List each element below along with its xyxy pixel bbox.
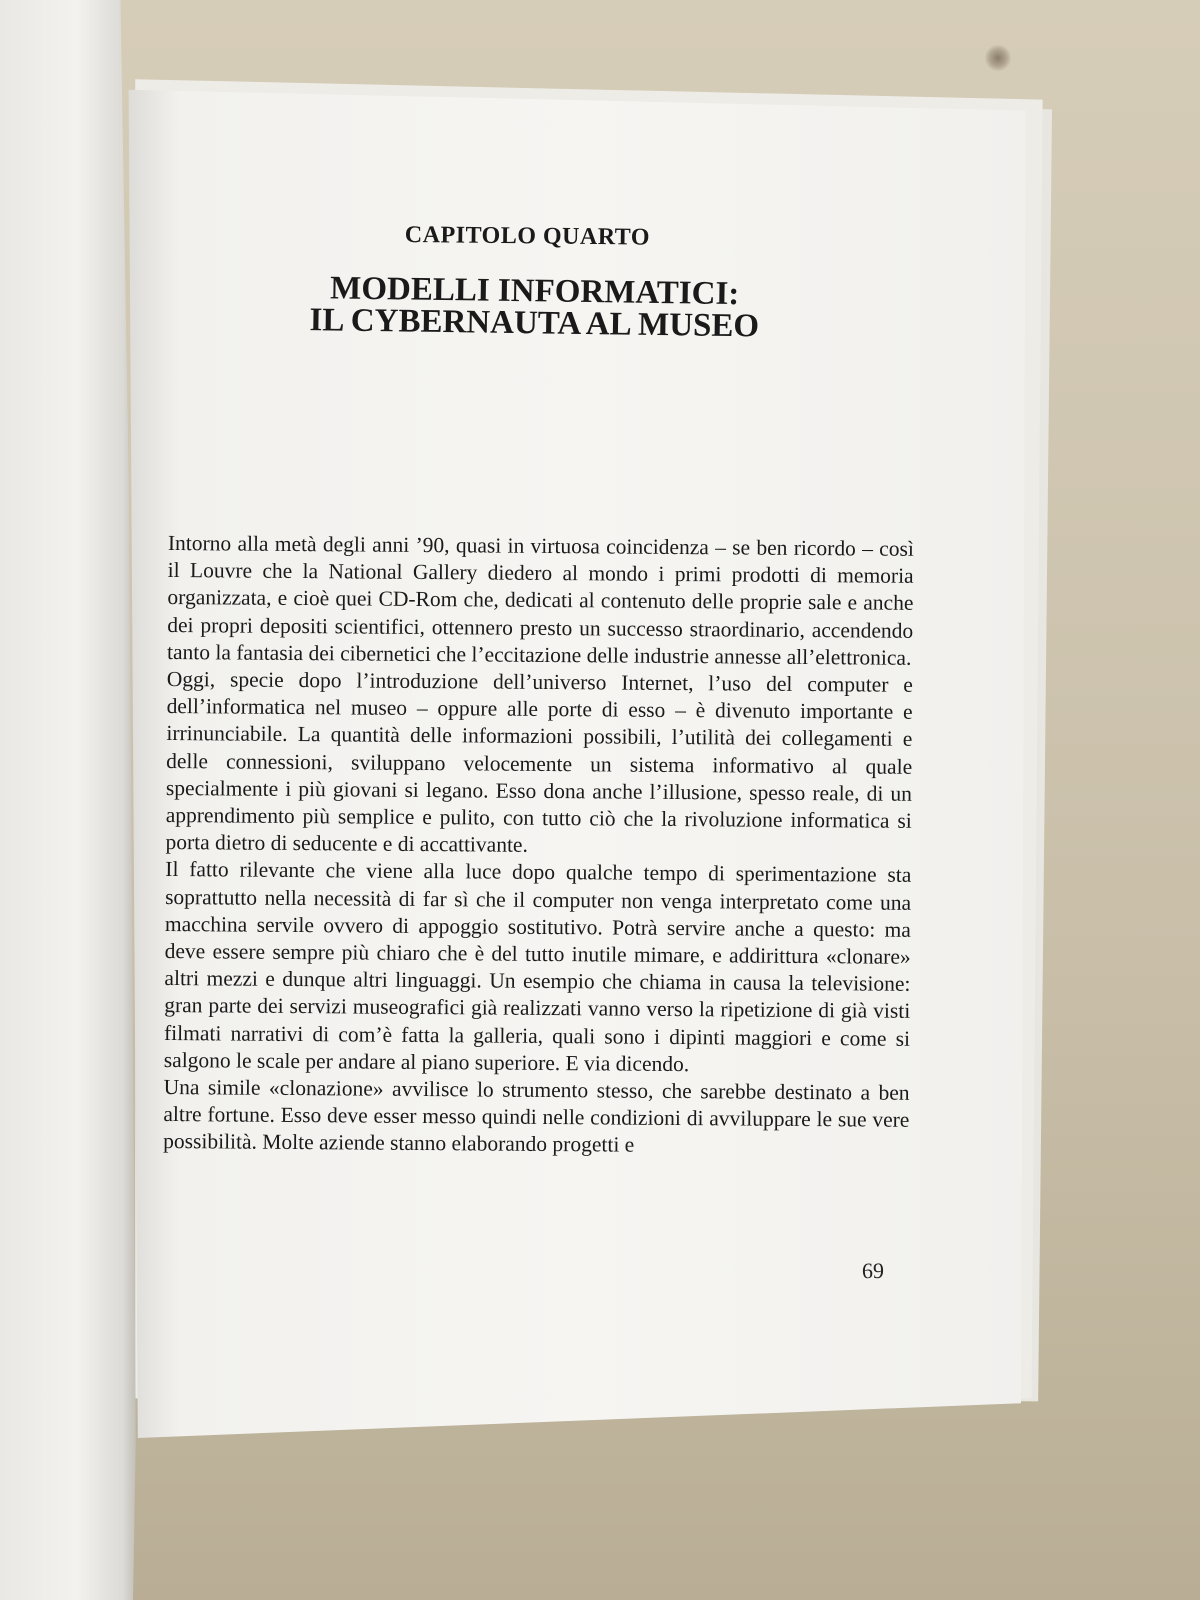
chapter-title-line-1: MODELLI INFORMATICI: bbox=[329, 270, 740, 313]
paragraph-3: Il fatto rilevante che viene alla luce dopo qualche tempo di sperimentazione sta soprattutto nella necessità di far sì che il computer non venga interpretato come una macchina servile ovvero di appoggio sostitutivo. Potrà servire anche a questo: ma deve essere sempre più chiaro che è del tutto inutile mimare, e addirittura «clonare» altri mezzi e dunque altri linguaggi. Un esempio che chiama in causa la televisione: gran parte dei servizi museografici già realizzati vanno verso la ripetizione di già visti filmati narrativi di com’è fatta la galleria, quali sono i dipinti maggiori e come si salgono le scale per andare al piano superiore. E via dicendo. bbox=[163, 857, 912, 1076]
paragraph-4: Una simile «clonazione» avvilisce lo strumento stesso, che sarebbe destinato a ben altre fortune. Esso deve esser messo quindi nelle condizioni di avviluppare le sue vere possibilità. Molte aziende stanno elaborando progetti e bbox=[163, 1075, 910, 1158]
page-number: 69 bbox=[861, 1257, 885, 1284]
paragraph-1: Intorno alla metà degli anni ’90, quasi in virtuosa coincidenza – se ben ricordo – così il Louvre che la National Gallery diedero al mondo i primi prodotti di memoria organizzata, e cioè quei CD-Rom che, dedicati al contenuto delle proprie sale e anche dei propri depositi scientifici, ottennero presto un successo straordinario, accendendo tanto la fantasia dei cibernetici che l’eccitazione delle industrie annesse all’elettronica. bbox=[166, 530, 914, 670]
paragraph-2: Oggi, specie dopo l’introduzione dell’universo Internet, l’uso del computer e dell’informatica nel museo – oppure alle porte di esso – è divenuto importante e irrinunciabile. La quantità delle informazioni possibili, l’utilità dei collegamenti e delle connessioni, sviluppano velocemente un sistema informativo al quale specialmente i più giovani si legano. Esso dona anche l’illusione, spesso reale, di un apprendimento più semplice e pulito, con tutto ciò che la rivoluzione informatica si porta dietro di seducente e di accattivante. bbox=[165, 667, 913, 858]
chapter-title-line-2: IL CYBERNAUTA AL MUSEO bbox=[309, 302, 760, 345]
body-text bbox=[163, 530, 914, 1162]
chapter-title bbox=[299, 272, 770, 343]
chapter-label: CAPITOLO QUARTO bbox=[404, 222, 651, 251]
